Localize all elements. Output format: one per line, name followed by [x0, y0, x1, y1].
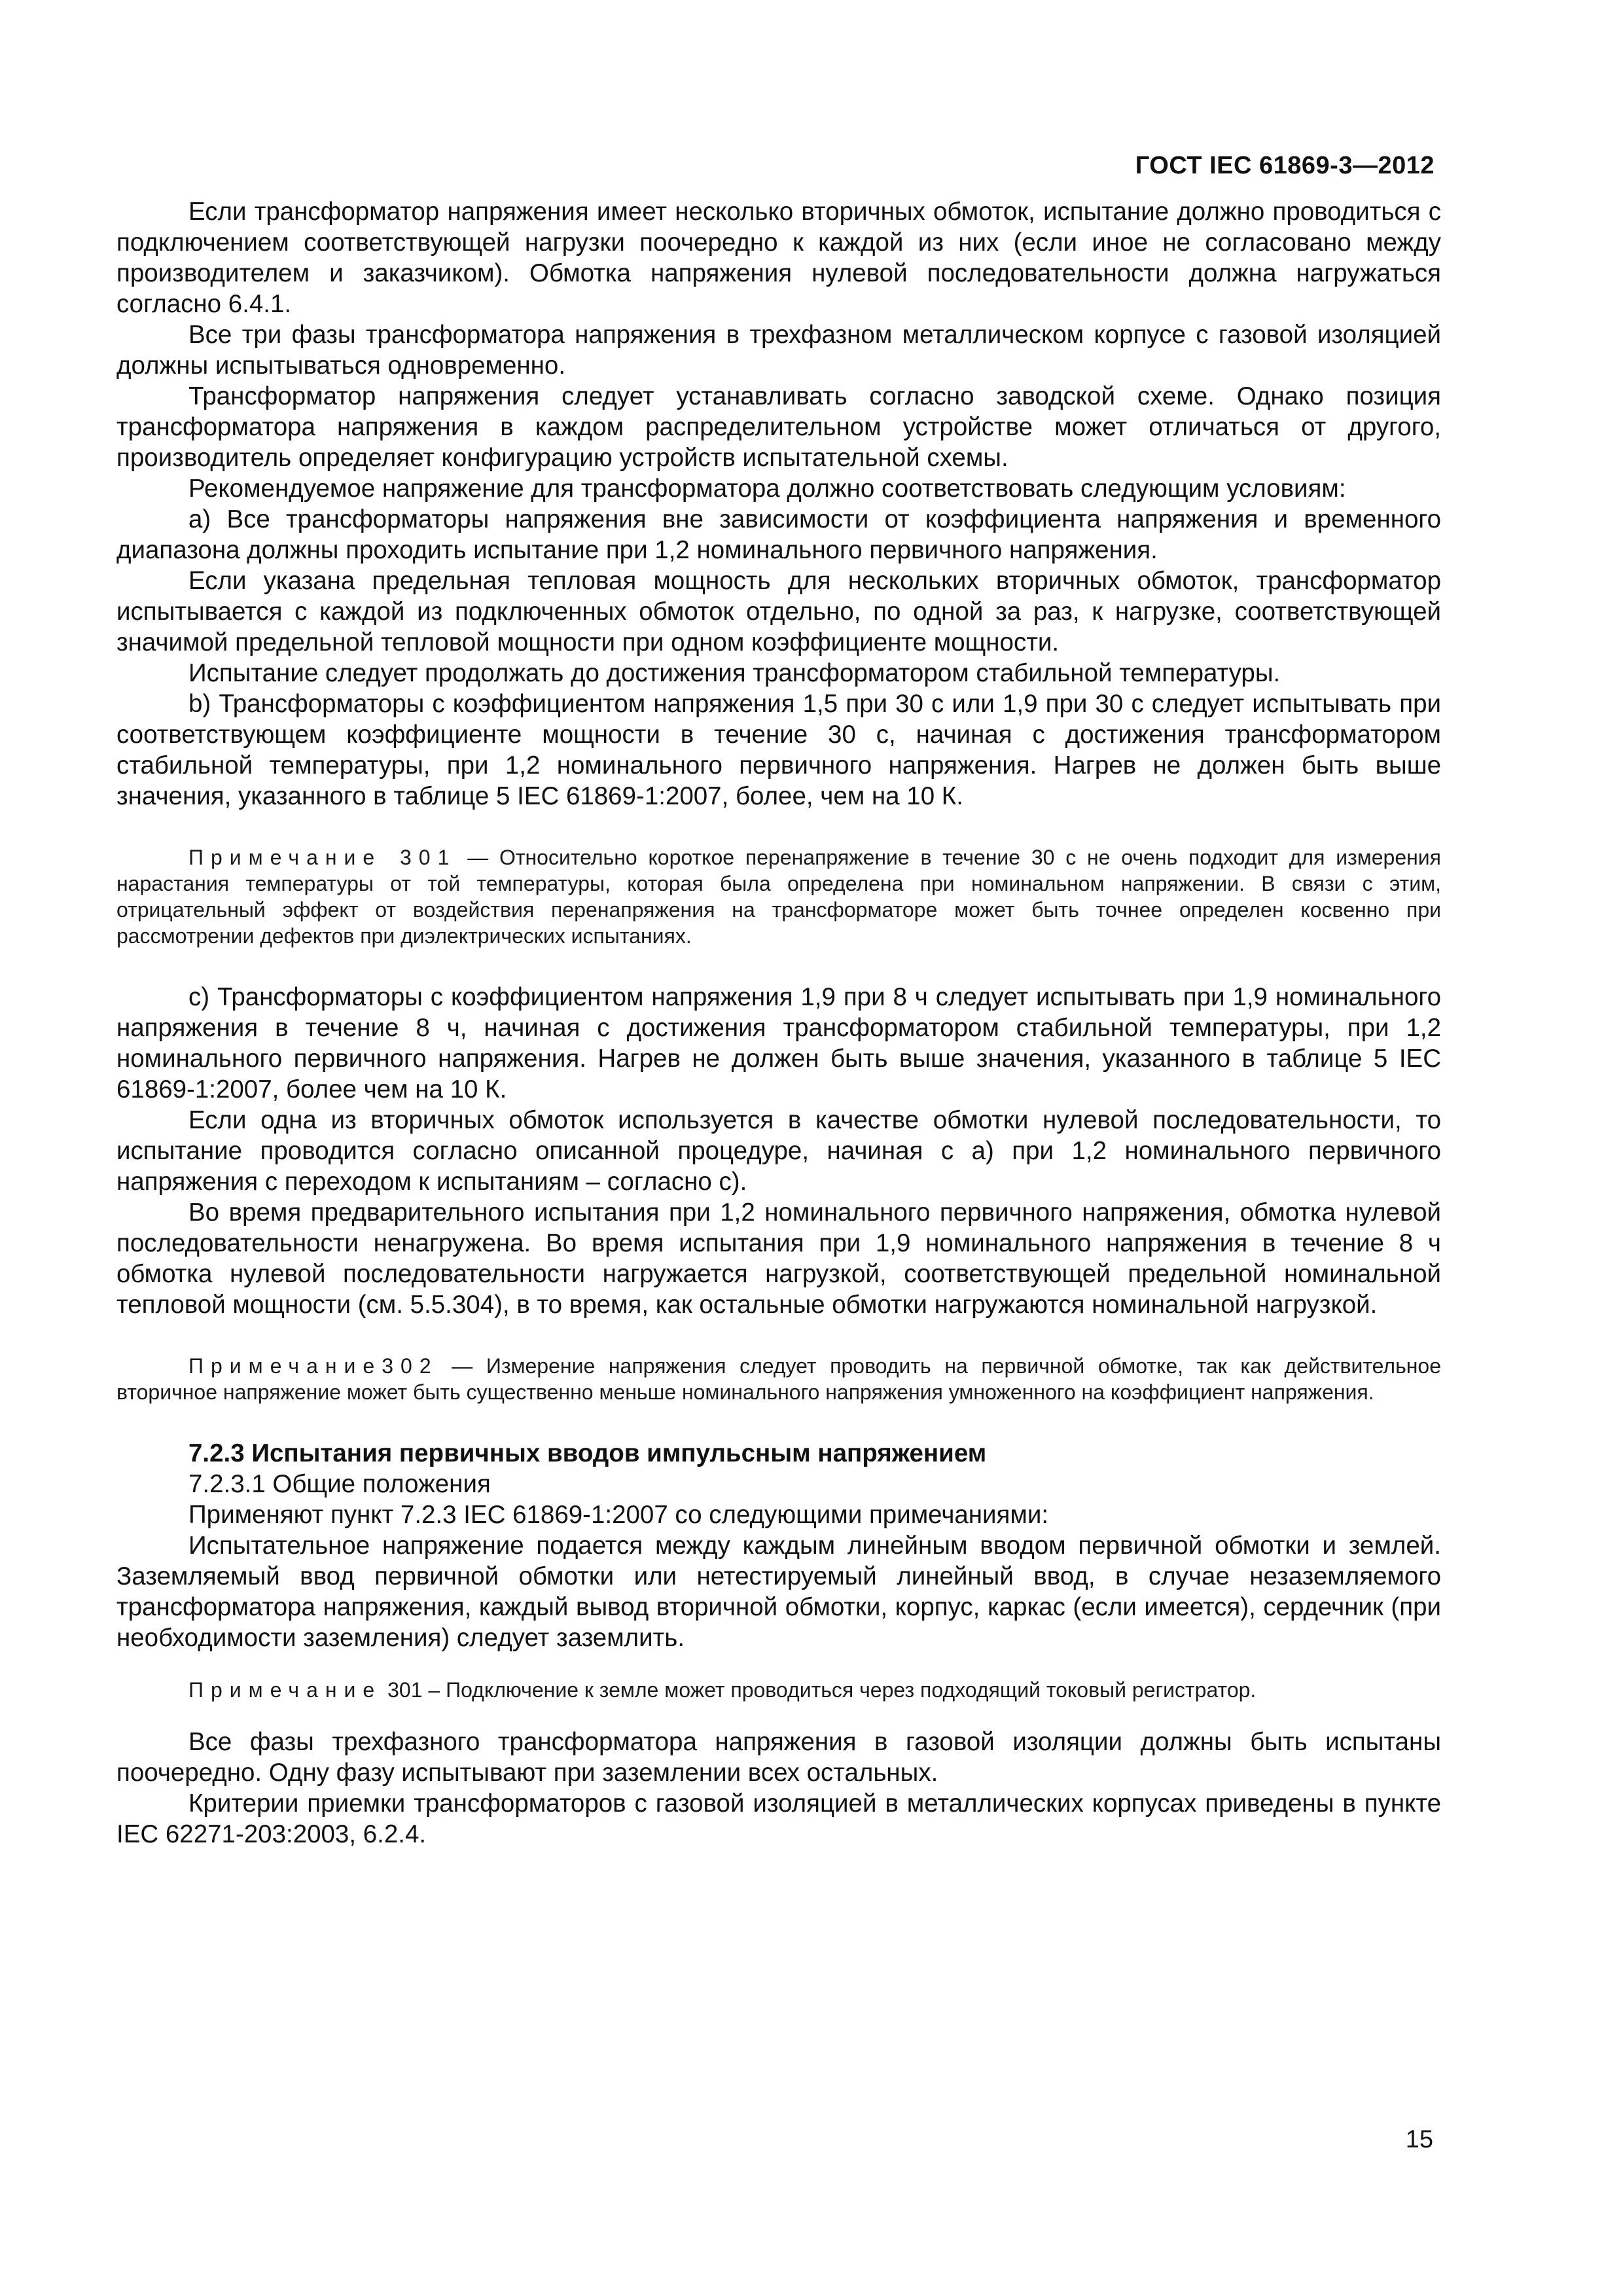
- note-label: Примечание: [188, 1678, 382, 1702]
- note-label: Примечание 301: [188, 846, 457, 869]
- paragraph: а) Все трансформаторы напряжения вне зависимости от коэффициента напряжения и временного диапазона должны проходить испытание при 1,2 номинального первичного напряжения.: [116, 505, 1441, 564]
- paragraph: Если трансформатор напряжения имеет несколько вторичных обмоток, испытание должно проводиться с подключением соответствующей нагрузки поочередно к каждой из них (если иное не согласовано между производителем и заказчиком). Обмотка напряжения нулевой последовательности должна нагружаться согласно 6.4.1.: [116, 198, 1441, 318]
- note-302: [116, 1353, 1441, 1405]
- page-body: [116, 196, 1441, 1850]
- subsection-title: 7.2.3.1 Общие положения: [188, 1470, 491, 1498]
- note-text: 301 – Подключение к земле может проводиться через подходящий токовый регистратор.: [382, 1678, 1257, 1702]
- note-label: Примечание302: [188, 1354, 438, 1378]
- note-301: [116, 844, 1441, 949]
- page-number: 15: [1405, 2126, 1433, 2153]
- paragraph: с) Трансформаторы с коэффициентом напряжения 1,9 при 8 ч следует испытывать при 1,9 номинального напряжения в течение 8 ч, начиная с достижения трансформатором стабильной температуры, при 1,2 номинального первичного напряжения. Нагрев не должен быть выше значения, указанного в таблице 5 IEC 61869-1:2007, более чем на 10 К.: [116, 983, 1441, 1103]
- section-heading: 7.2.3 Испытания первичных вводов импульсным напряжением: [188, 1439, 987, 1467]
- paragraph: Испытательное напряжение подается между каждым линейным вводом первичной обмотки и землей. Заземляемый ввод первичной обмотки или нетестируемый линейный ввод, в случае незаземляемого трансформатора напряжения, каждый вывод вторичной обмотки, корпус, каркас (если имеется), сердечник (при необходимости заземления) следует заземлить.: [116, 1532, 1441, 1652]
- paragraph: Все фазы трехфазного трансформатора напряжения в газовой изоляции должны быть испытаны поочередно. Одну фазу испытывают при заземлении всех остальных.: [116, 1728, 1441, 1787]
- paragraph: Применяют пункт 7.2.3 IEC 61869-1:2007 со следующими примечаниями:: [188, 1501, 1049, 1529]
- paragraph: Рекомендуемое напряжение для трансформатора должно соответствовать следующим условиям:: [188, 475, 1346, 503]
- standard-header: ГОСТ IEC 61869-3—2012: [1135, 152, 1435, 179]
- paragraph: Во время предварительного испытания при 1,2 номинального первичного напряжения, обмотка нулевой последовательности ненагружена. Во время испытания при 1,9 номинального напряжения в течение 8 ч обмотка нулевой последовательности нагружается нагрузкой, соответствующей предельной номинальной тепловой мощности (см. 5.5.304), в то время, как остальные обмотки нагружаются номинальной нагрузкой.: [116, 1198, 1441, 1319]
- note-text: — Относительно короткое перенапряжение в течение 30 с не очень подходит для измерения нарастания температуры от той температуры, которая была определена при номинальном напряжении. В связи с этим, отрицательный эффект от воздействия перенапряжения на трансформаторе может быть точнее определен косвенно при рассмотрении дефектов при диэлектрических испытаниях.: [116, 846, 1442, 948]
- paragraph: Испытание следует продолжать до достижения трансформатором стабильной температуры.: [188, 659, 1281, 687]
- note-text: — Измерение напряжения следует проводить на первичной обмотке, так как действительное вторичное напряжение может быть существенно меньше номинального напряжения умноженного на коэффициент напряжения.: [116, 1354, 1441, 1404]
- paragraph: Трансформатор напряжения следует устанавливать согласно заводской схеме. Однако позиция трансформатора напряжения в каждом распределительном устройстве может отличаться от другого, производитель определяет конфигурацию устройств испытательной схемы.: [116, 382, 1441, 472]
- paragraph: Если одна из вторичных обмоток используется в качестве обмотки нулевой последовательности, то испытание проводится согласно описанной процедуре, начиная с а) при 1,2 номинального первичного напряжения с переходом к испытаниям – согласно с).: [116, 1106, 1441, 1196]
- paragraph: b) Трансформаторы с коэффициентом напряжения 1,5 при 30 с или 1,9 при 30 с следует испытывать при соответствующем коэффициенте мощности в течение 30 с, начиная с достижения трансформатором стабильной температуры, при 1,2 номинального первичного напряжения. Нагрев не должен быть выше значения, указанного в таблице 5 IEC 61869-1:2007, более, чем на 10 К.: [116, 690, 1441, 810]
- paragraph: Если указана предельная тепловая мощность для нескольких вторичных обмоток, трансформатор испытывается с каждой из подключенных обмоток отдельно, по одной за раз, к нагрузке, соответствующей значимой предельной тепловой мощности при одном коэффициенте мощности.: [116, 567, 1441, 656]
- paragraph: Все три фазы трансформатора напряжения в трехфазном металлическом корпусе с газовой изоляцией должны испытываться одновременно.: [116, 321, 1441, 380]
- note-301-ground: [116, 1677, 1441, 1703]
- paragraph: Критерии приемки трансформаторов с газовой изоляцией в металлических корпусах приведены в пункте IEC 62271-203:2003, 6.2.4.: [116, 1789, 1441, 1848]
